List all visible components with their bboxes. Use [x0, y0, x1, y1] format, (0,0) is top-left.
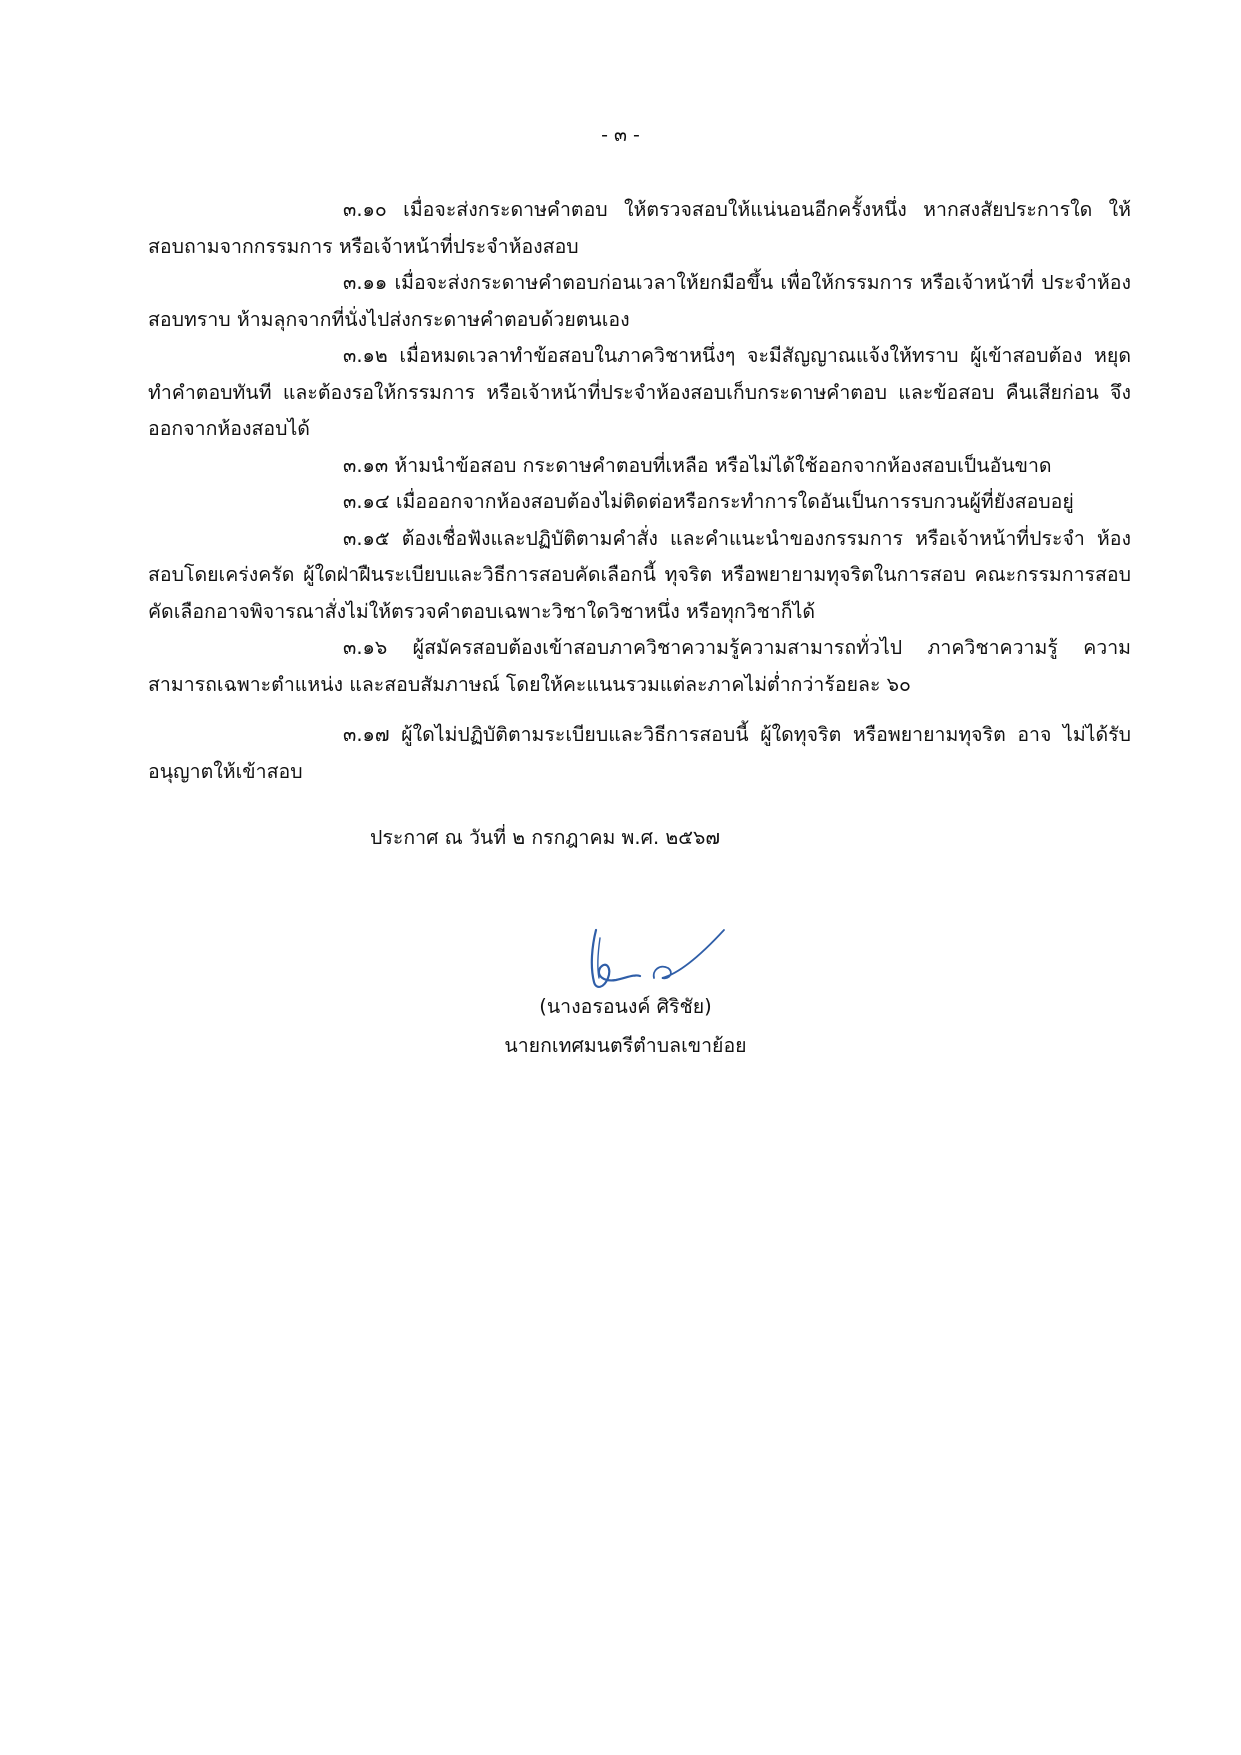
clause-3-16: ๓.๑๖ ผู้สมัครสอบต้องเข้าสอบภาควิชาความรู้ความสามารถทั่วไป ภาควิชาความรู้ ความสามารถเฉพาะตำแหน่ง และสอบสัมภาษณ์ โดยให้คะแนนรวมแต่ละภาคไม่ต่ำกว่าร้อยละ ๖๐	[148, 636, 1131, 696]
clause-3-17: ๓.๑๗ ผู้ใดไม่ปฏิบัติตามระเบียบและวิธีการสอบนี้ ผู้ใดทุจริต หรือพยายามทุจริต อาจ ไม่ได้รับอนุญาตให้เข้าสอบ	[148, 723, 1131, 783]
regulation-body	[148, 192, 1131, 790]
announcement-date: ประกาศ ณ วันที่ ๒ กรกฎาคม พ.ศ. ๒๕๖๗	[370, 826, 721, 849]
clause-3-13: ๓.๑๓ ห้ามนำข้อสอบ กระดาษคำตอบที่เหลือ หรือไม่ได้ใช้ออกจากห้องสอบเป็นอันขาด	[343, 453, 1052, 477]
clause-3-14: ๓.๑๔ เมื่อออกจากห้องสอบต้องไม่ติดต่อหรือกระทำการใดอันเป็นการรบกวนผู้ที่ยังสอบอยู่	[343, 490, 1074, 513]
clause-3-12: ๓.๑๒ เมื่อหมดเวลาทำข้อสอบในภาควิชาหนึ่งๆ จะมีสัญญาณแจ้งให้ทราบ ผู้เข้าสอบต้อง หยุดทำคำตอบทันที และต้องรอให้กรรมการ หรือเจ้าหน้าที่ประจำห้องสอบเก็บกระดาษคำตอบ และข้อสอบ คืนเสียก่อน จึงออกจากห้องสอบได้	[148, 344, 1131, 440]
clause-3-11: ๓.๑๑ เมื่อจะส่งกระดาษคำตอบก่อนเวลาให้ยกมือขึ้น เพื่อให้กรรมการ หรือเจ้าหน้าที่ ประจำห้องสอบทราบ ห้ามลุกจากที่นั่งไปส่งกระดาษคำตอบด้วยตนเอง	[148, 271, 1131, 331]
signature-image	[582, 918, 732, 996]
clause-3-15: ๓.๑๕ ต้องเชื่อฟังและปฏิบัติตามคำสั่ง และคำแนะนำของกรรมการ หรือเจ้าหน้าที่ประจำ ห้องสอบโดยเคร่งครัด ผู้ใดฝ่าฝืนระเบียบและวิธีการสอบคัดเลือกนี้ ทุจริต หรือพยายามทุจริตในการสอบ คณะกรรมการสอบคัดเลือกอาจพิจารณาสั่งไม่ให้ตรวจคำตอบเฉพาะวิชาใดวิชาหนึ่ง หรือทุกวิชาก็ได้	[148, 526, 1131, 623]
page-number: - ๓ -	[601, 124, 640, 146]
signer-name: (นางอรอนงค์ ศิริชัย)	[539, 995, 712, 1018]
signer-position: นายกเทศมนตรีตำบลเขาย้อย	[504, 1034, 747, 1057]
clause-3-10: ๓.๑๐ เมื่อจะส่งกระดาษคำตอบ ให้ตรวจสอบให้แน่นอนอีกครั้งหนึ่ง หากสงสัยประการใด ให้สอบถามจากกรรมการ หรือเจ้าหน้าที่ประจำห้องสอบ	[148, 198, 1131, 258]
